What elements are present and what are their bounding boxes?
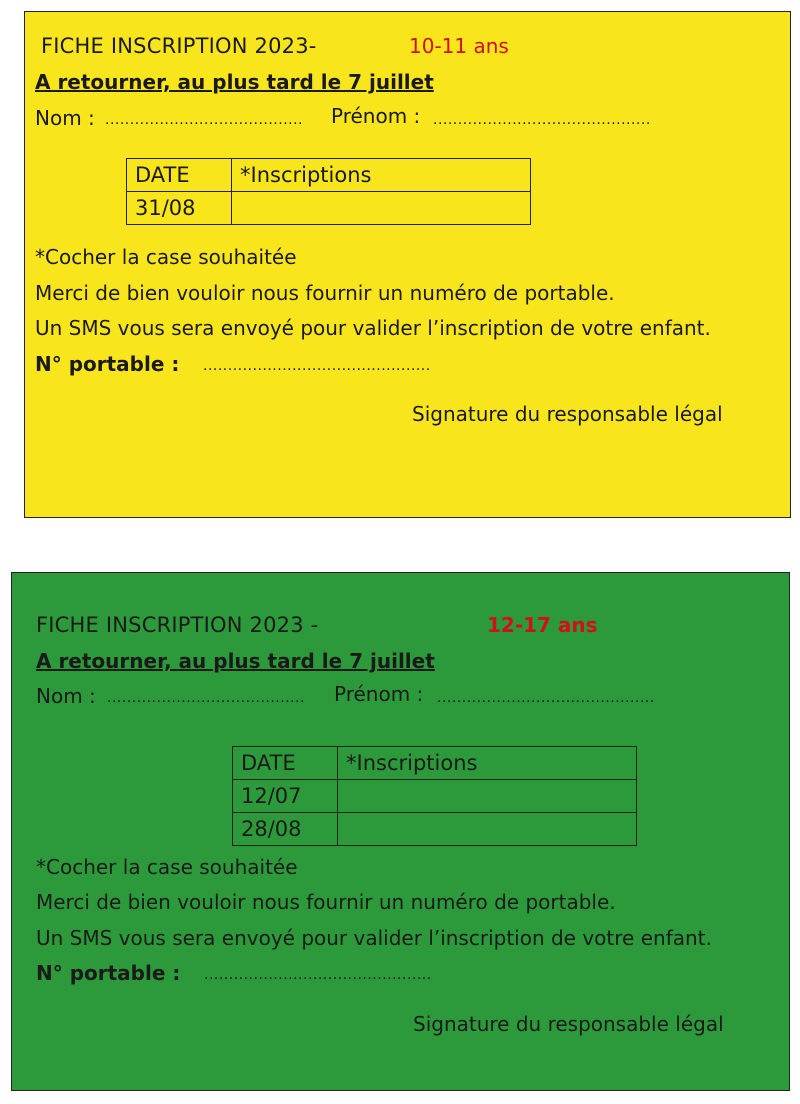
signature-label: Signature du responsable légal (413, 1012, 724, 1036)
row-date: 28/08 (233, 813, 338, 846)
phone-label: N° portable : (35, 352, 180, 376)
firstname-label: Prénom : (334, 682, 424, 706)
note-phone-request: Merci de bien vouloir nous fournir un numéro de portable. (35, 281, 615, 305)
name-label: Nom : (36, 684, 96, 708)
name-field[interactable]: ........................................ (105, 112, 304, 128)
name-field[interactable]: ........................................ (107, 690, 306, 706)
name-label: Nom : (35, 106, 95, 130)
row-date: 31/08 (127, 192, 232, 225)
signature-label: Signature du responsable légal (412, 402, 723, 426)
firstname-field[interactable]: ............................................ (433, 112, 651, 128)
deadline-text: A retourner, au plus tard le 7 juillet (35, 70, 434, 94)
firstname-field[interactable]: ............................................ (437, 690, 655, 706)
card-title: FICHE INSCRIPTION 2023 - (36, 613, 319, 637)
phone-field[interactable]: .............................................. (204, 967, 432, 983)
firstname-label: Prénom : (331, 104, 421, 128)
header-inscriptions: *Inscriptions (338, 747, 637, 780)
note-sms: Un SMS vous sera envoyé pour valider l’inscription de votre enfant. (36, 926, 712, 950)
note-sms: Un SMS vous sera envoyé pour valider l’inscription de votre enfant. (35, 316, 711, 340)
table-header-row (127, 159, 531, 192)
row-checkbox-cell[interactable] (338, 780, 637, 813)
row-checkbox-cell[interactable] (338, 813, 637, 846)
note-checkbox: *Cocher la case souhaitée (35, 245, 297, 269)
age-range: 12-17 ans (487, 613, 598, 637)
age-range: 10-11 ans (409, 34, 509, 58)
row-date: 12/07 (233, 780, 338, 813)
registration-card-12-17 (11, 572, 790, 1091)
note-phone-request: Merci de bien vouloir nous fournir un numéro de portable. (36, 890, 616, 914)
phone-label: N° portable : (36, 961, 181, 985)
row-checkbox-cell[interactable] (232, 192, 531, 225)
header-inscriptions: *Inscriptions (232, 159, 531, 192)
header-date: DATE (127, 159, 232, 192)
table-header-row (233, 747, 637, 780)
card-title: FICHE INSCRIPTION 2023- (41, 34, 317, 58)
table-row (233, 780, 637, 813)
table-row (233, 813, 637, 846)
deadline-text: A retourner, au plus tard le 7 juillet (36, 649, 435, 673)
registration-table (126, 158, 531, 225)
phone-field[interactable]: .............................................. (203, 358, 431, 374)
header-date: DATE (233, 747, 338, 780)
table-row (127, 192, 531, 225)
note-checkbox: *Cocher la case souhaitée (36, 855, 298, 879)
registration-card-10-11 (24, 11, 791, 518)
registration-table (232, 746, 637, 846)
